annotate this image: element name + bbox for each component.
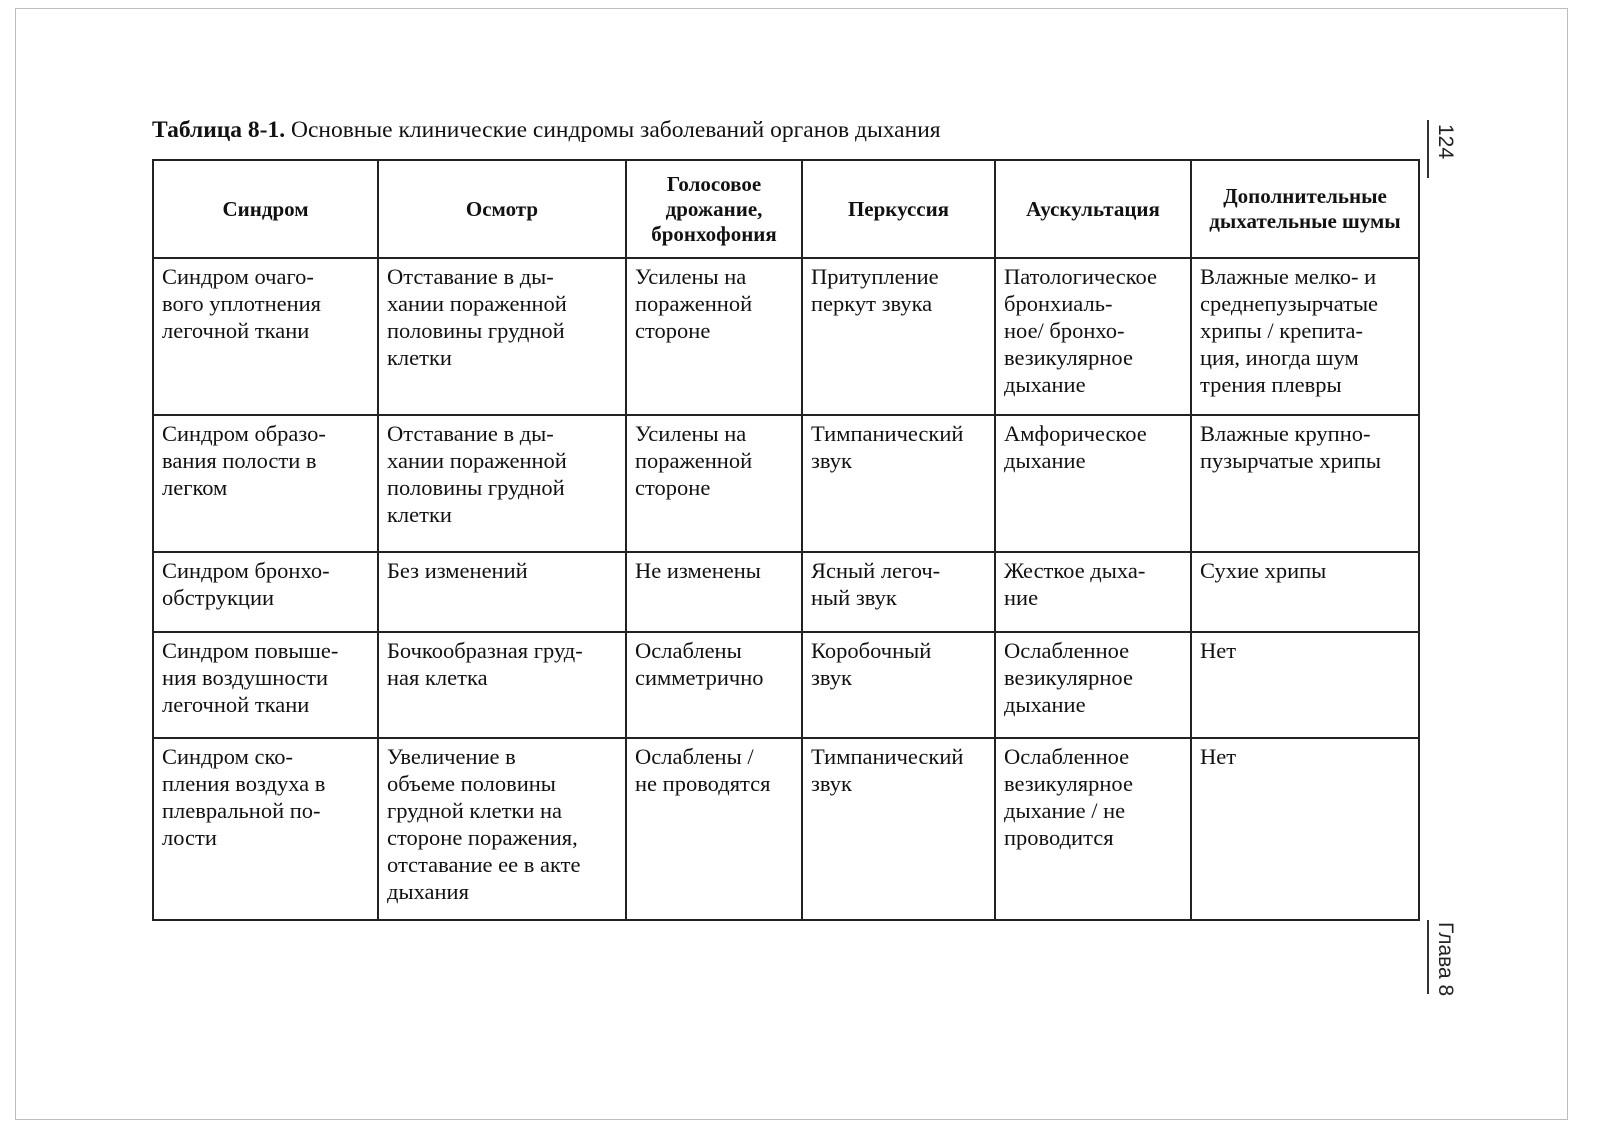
table-cell-vocal-fremitus: Усилены на пораженной стороне (626, 258, 802, 415)
table-cell-adventitious-sounds: Влажные мелко- и среднепузырчатые хрипы / крепита- ция, иногда шум трения плевры (1191, 258, 1419, 415)
table-cell-percussion: Притупление перкут звука (802, 258, 995, 415)
table-cell-vocal-fremitus: Усилены на пораженной стороне (626, 415, 802, 552)
table-cell-inspection: Увеличение в объеме половины грудной клетки на стороне поражения, отставание ее в акте дыхания (378, 738, 626, 920)
column-header-syndrome: Синдром (153, 160, 378, 258)
column-header-percussion: Перкуссия (802, 160, 995, 258)
table-cell-syndrome: Синдром образо- вания полости в легком (153, 415, 378, 552)
table-cell-vocal-fremitus: Ослаблены / не проводятся (626, 738, 802, 920)
column-header-inspection: Осмотр (378, 160, 626, 258)
table-cell-adventitious-sounds: Влажные крупно- пузырчатые хрипы (1191, 415, 1419, 552)
table-cell-adventitious-sounds: Сухие хрипы (1191, 552, 1419, 632)
table-cell-percussion: Тимпанический звук (802, 738, 995, 920)
table-cell-auscultation: Патологическое бронхиаль- ное/ бронхо- везикулярное дыхание (995, 258, 1191, 415)
table-header-row (153, 160, 1419, 258)
table-cell-adventitious-sounds: Нет (1191, 738, 1419, 920)
table-cell-auscultation: Жесткое дыха- ние (995, 552, 1191, 632)
table-row (153, 632, 1419, 738)
running-chapter-title: Глава 8 (1434, 922, 1457, 997)
table-row (153, 258, 1419, 415)
table-row (153, 552, 1419, 632)
table-caption-text: Основные клинические синдромы заболеваний органов дыхания (285, 117, 941, 143)
table-cell-vocal-fremitus: Ослаблены симметрично (626, 632, 802, 738)
chapter-rule (1427, 920, 1429, 994)
table-cell-auscultation: Ослабленное везикулярное дыхание (995, 632, 1191, 738)
table-cell-inspection: Без изменений (378, 552, 626, 632)
table-cell-inspection: Отставание в ды- хании пораженной половины грудной клетки (378, 415, 626, 552)
table-cell-vocal-fremitus: Не изменены (626, 552, 802, 632)
table-cell-syndrome: Синдром повыше- ния воздушности легочной ткани (153, 632, 378, 738)
column-header-auscultation: Аускультация (995, 160, 1191, 258)
table-cell-auscultation: Амфорическое дыхание (995, 415, 1191, 552)
table-caption-label: Таблица 8-1. (152, 117, 286, 143)
table-cell-percussion: Ясный легоч- ный звук (802, 552, 995, 632)
table-cell-inspection: Отставание в ды- хании пораженной половины грудной клетки (378, 258, 626, 415)
table-cell-percussion: Тимпанический звук (802, 415, 995, 552)
table-cell-percussion: Коробочный звук (802, 632, 995, 738)
table-caption (152, 117, 941, 144)
table-cell-auscultation: Ослабленное везикулярное дыхание / не проводится (995, 738, 1191, 920)
page-number-rule (1427, 120, 1429, 178)
table-cell-syndrome: Синдром очаго- вого уплотнения легочной ткани (153, 258, 378, 415)
syndromes-table (152, 159, 1420, 921)
column-header-adventitious-sounds: Дополнительные дыхательные шумы (1191, 160, 1419, 258)
table-cell-adventitious-sounds: Нет (1191, 632, 1419, 738)
table-row (153, 415, 1419, 552)
table-cell-inspection: Бочкообразная груд- ная клетка (378, 632, 626, 738)
table-row (153, 738, 1419, 920)
table-cell-syndrome: Синдром ско- пления воздуха в плевральной по- лости (153, 738, 378, 920)
column-header-vocal-fremitus: Голосовое дрожание, бронхофония (626, 160, 802, 258)
table-cell-syndrome: Синдром бронхо- обструкции (153, 552, 378, 632)
page-number: 124 (1434, 124, 1457, 160)
